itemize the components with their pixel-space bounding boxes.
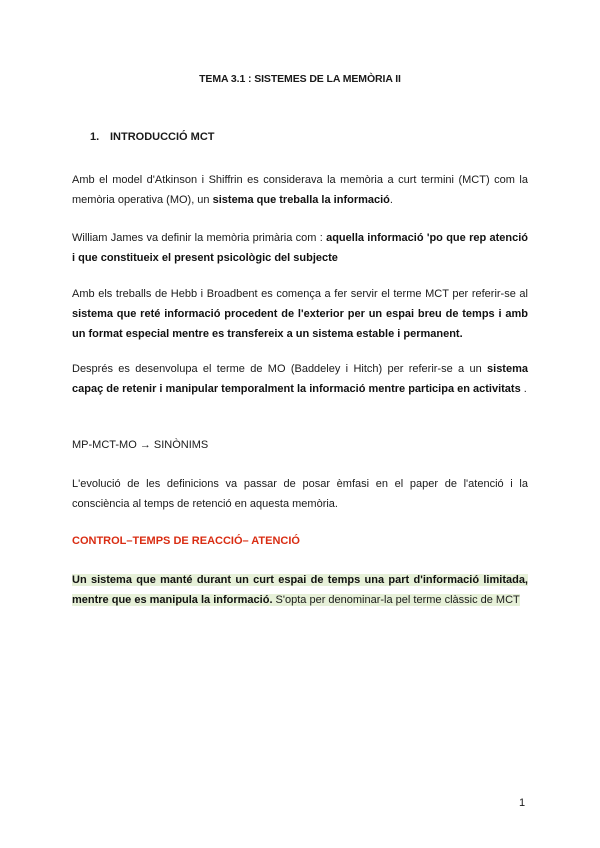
paragraph-william-james — [72, 228, 528, 268]
paragraph-synonyms — [72, 435, 528, 455]
paragraph-text: Amb els treballs de Hebb i Broadbent es comença a fer servir el terme MCT per referir-se al — [72, 288, 528, 300]
paragraph-bold-text: aquella informació 'po que rep atenció i que constitueix el present psicològic del subjecte — [72, 232, 528, 264]
paragraph-text: Després es desenvolupa el terme de MO (Baddeley i Hitch) per referir-se a un — [72, 363, 488, 375]
paragraph-hebb-broadbent — [72, 284, 528, 344]
paragraph-bold-text: sistema que treballa la informació — [212, 194, 390, 206]
paragraph-text: . — [520, 383, 527, 395]
paragraph-text: . — [389, 194, 393, 206]
paragraph-text: L'evolució de les definicions va passar de posar èmfasi en el paper de l'atenció i la consciència al temps de retenció en aquesta memòria. — [72, 478, 528, 510]
section-number: 1. — [90, 131, 100, 143]
paragraph-highlighted-definition — [72, 570, 528, 610]
paragraph-text: Amb el model d'Atkinson i Shiffrin es considerava la memòria a curt termini (MCT) com la memòria operativa (MO), un — [72, 174, 528, 206]
highlighted-text: S'opta per denominar-la pel terme clàssic de MCT — [272, 594, 520, 606]
paragraph-baddeley-hitch — [72, 359, 528, 399]
section-label: INTRODUCCIÓ MCT — [110, 131, 215, 143]
paragraph-text: William James va definir la memòria primària com : — [72, 232, 327, 244]
paragraph-evolution — [72, 474, 528, 514]
paragraph-text: MP-MCT-MO → SINÒNIMS — [72, 439, 209, 451]
paragraph-atkinson-shiffrin — [72, 170, 528, 210]
paragraph-bold-text: sistema capaç de retenir i manipular temporalment la informació mentre participa en activitats — [72, 363, 528, 395]
section-heading — [90, 131, 215, 143]
document-title: TEMA 3.1 : SISTEMES DE LA MEMÒRIA II — [199, 73, 401, 85]
red-heading: CONTROL–TEMPS DE REACCIÓ– ATENCIÓ — [72, 535, 300, 547]
highlighted-bold-text: Un sistema que manté durant un curt espai de temps una part d'informació limitada, mentre que es manipula la informació. — [72, 574, 528, 606]
paragraph-bold-text: sistema que reté informació procedent de l'exterior per un espai breu de temps i amb un format especial mentre es transfereix a un sistema estable i permanent. — [72, 308, 528, 340]
page-number: 1 — [519, 797, 526, 809]
